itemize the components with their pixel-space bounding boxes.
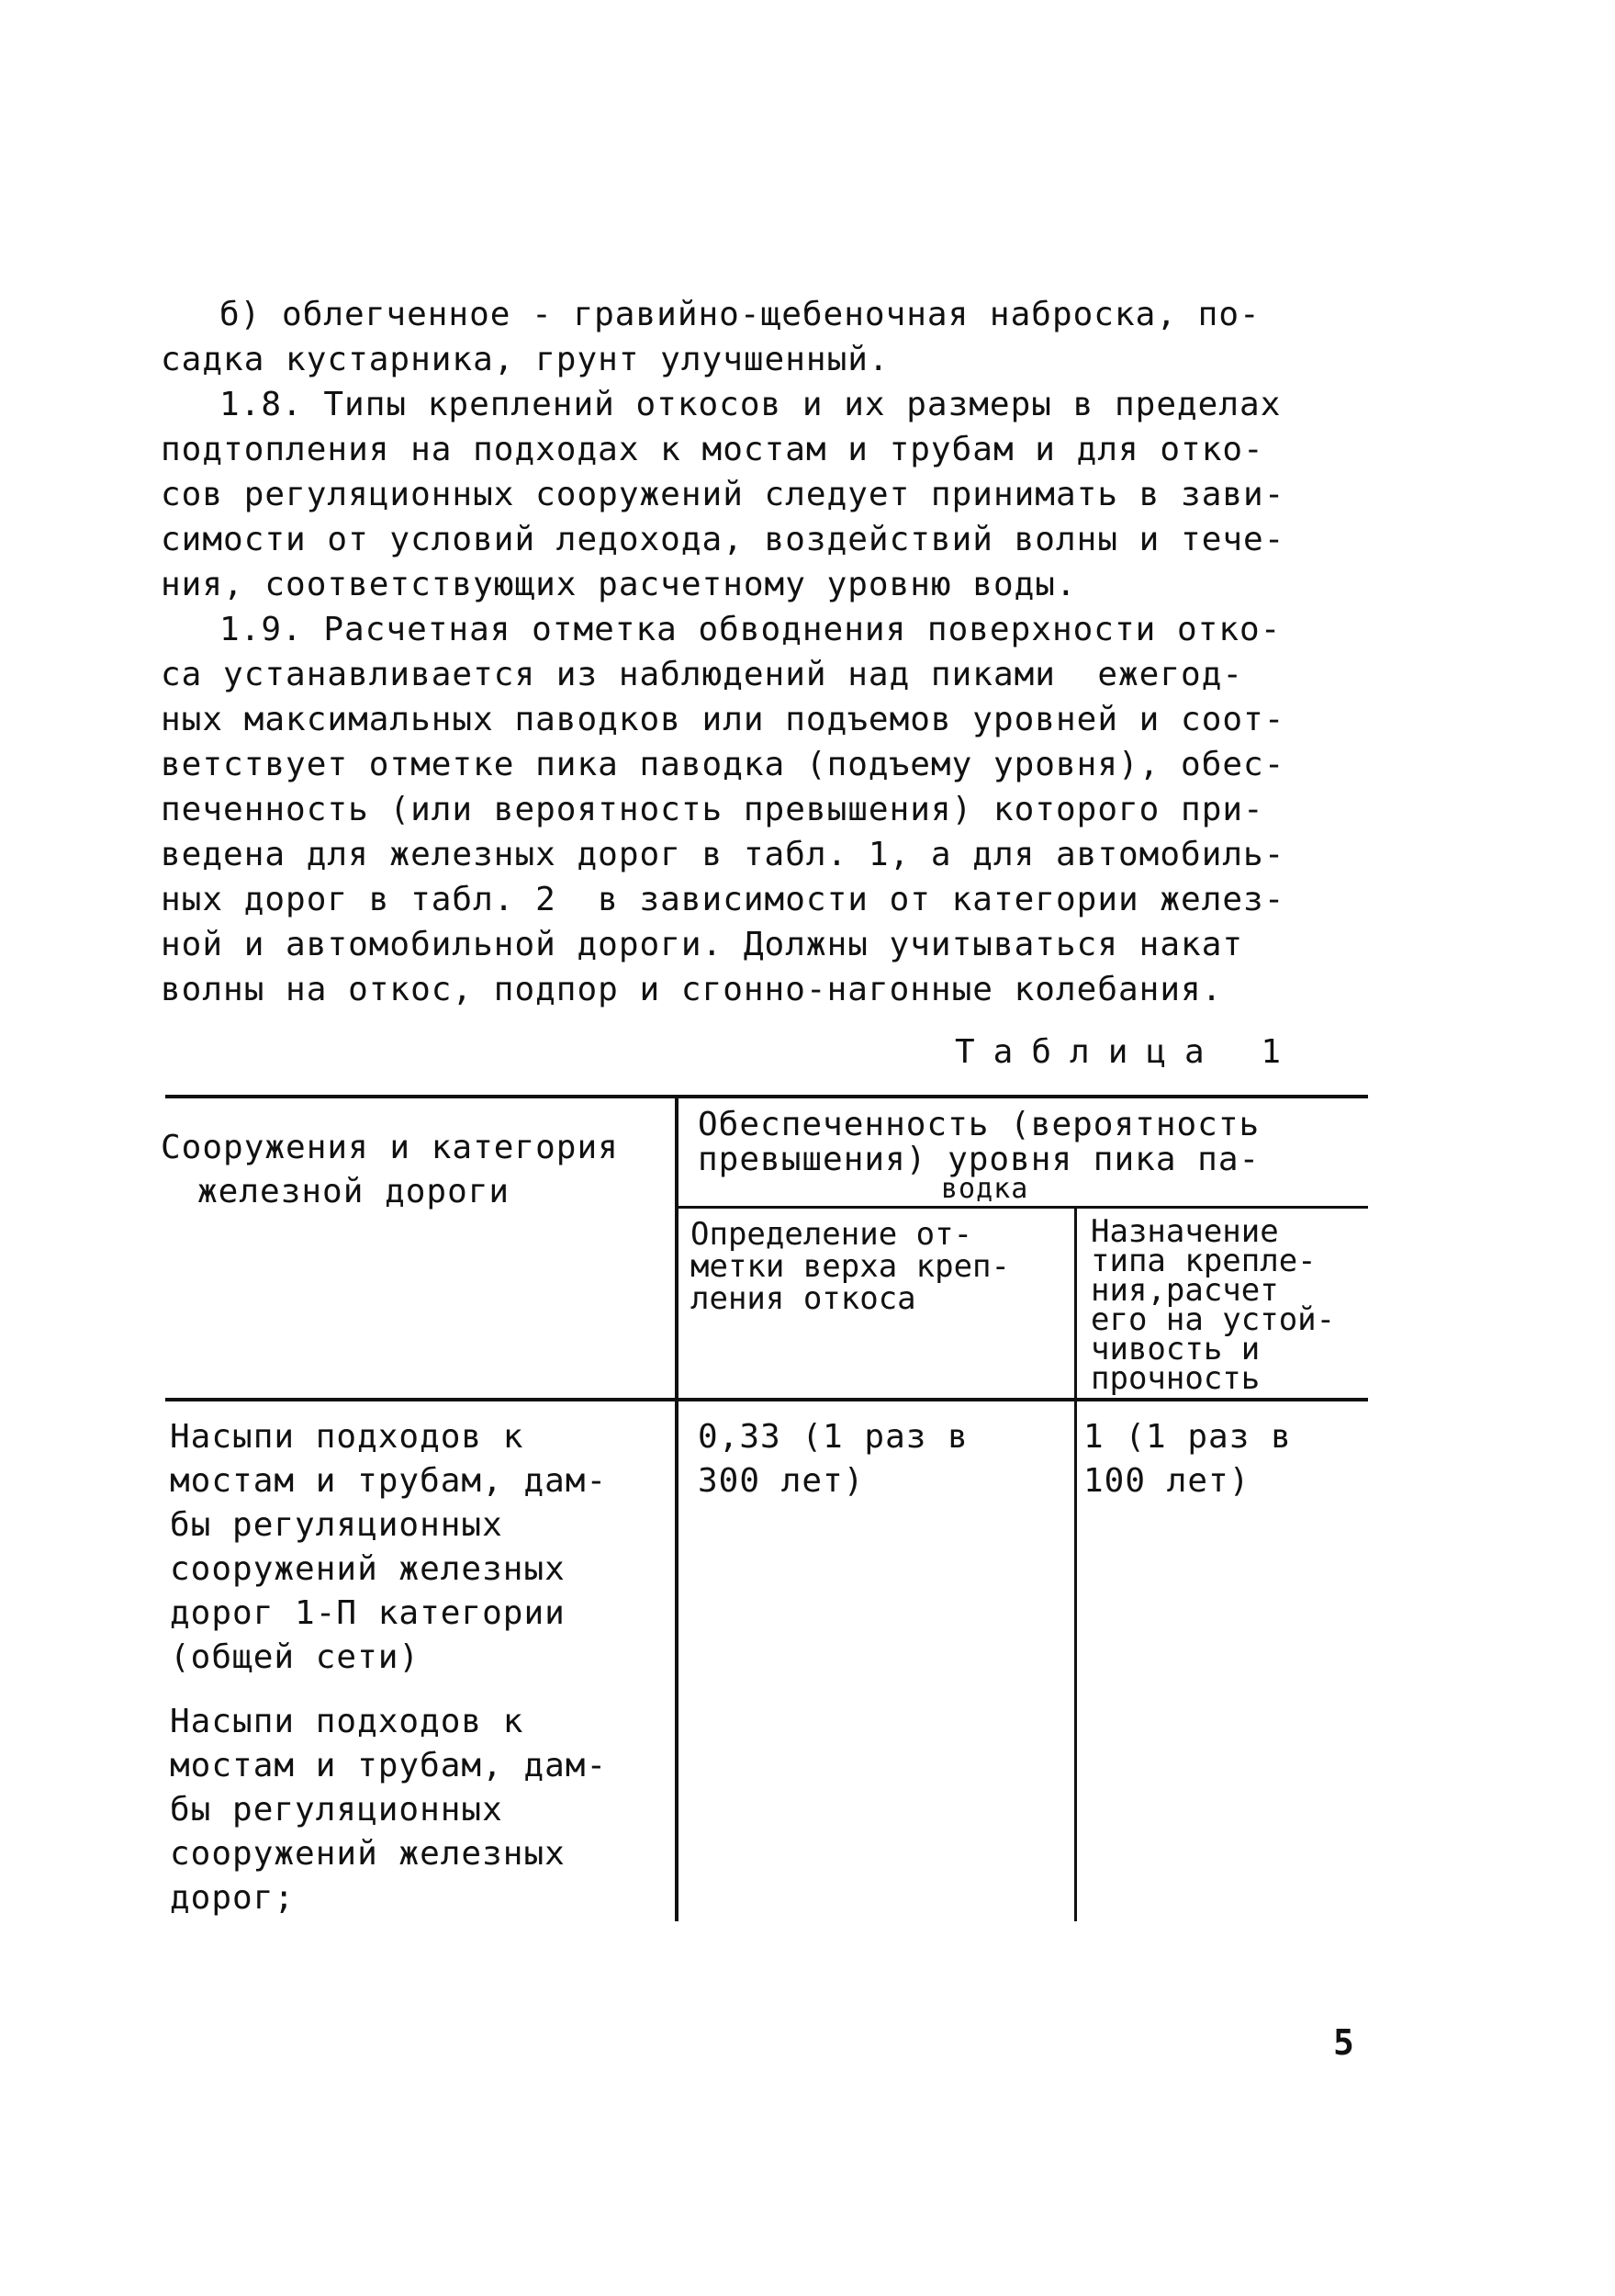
subheader-col2a-line: Определение от- — [690, 1216, 973, 1253]
header-col1-line: Сооружения и категория — [161, 1129, 619, 1166]
text-line: ветствует отметке пика паводка (подъему уровня), обес- — [161, 746, 1285, 783]
text-line: ной и автомобильной дороги. Должны учитываться накат — [161, 926, 1244, 963]
row1-design-value-line: 1 (1 раз в — [1083, 1418, 1292, 1456]
text-line: симости от условий ледохода, воздействий волны и тече- — [161, 521, 1285, 558]
row2-structure-line: сооружений железных — [170, 1835, 566, 1873]
row1-structure-line: сооружений железных — [170, 1550, 566, 1588]
row1-top-value-line: 300 лет) — [698, 1462, 865, 1500]
row2-structure-line: бы регуляционных — [170, 1791, 503, 1829]
row2-structure-line: дорог; — [170, 1879, 296, 1917]
text-line: б) облегченное - гравийно-щебеночная наброска, по- — [219, 296, 1261, 333]
text-line: ния, соответствующих расчетному уровню воды. — [161, 566, 1077, 603]
table-vertical-rule-2 — [1074, 1206, 1077, 1921]
table-caption: Таблица 1 — [955, 1033, 1300, 1071]
text-line: печенность (или вероятность превышения) которого при- — [161, 791, 1264, 828]
table-vertical-rule-1 — [675, 1095, 679, 1921]
row1-structure-line: бы регуляционных — [170, 1506, 503, 1544]
row1-structure-line: дорог 1-П категории — [170, 1594, 566, 1632]
subheader-col2b-line: типа крепле- — [1091, 1243, 1317, 1279]
row2-structure-line: Насыпи подходов к — [170, 1703, 524, 1740]
header-col1-line: железной дороги — [197, 1173, 510, 1210]
header-col2-line: водка — [941, 1173, 1029, 1205]
subheader-col2a-line: метки верха креп- — [690, 1248, 1010, 1285]
text-line: са устанавливается из наблюдений над пиками ежегод- — [161, 656, 1244, 693]
row1-structure-line: (общей сети) — [170, 1638, 421, 1676]
row1-top-value-line: 0,33 (1 раз в — [698, 1418, 969, 1456]
subheader-col2b-line: Назначение — [1091, 1213, 1279, 1250]
subheader-col2b-line: его на устой- — [1091, 1301, 1336, 1338]
subheader-col2b-line: прочность — [1091, 1360, 1261, 1397]
table-subheader-rule — [675, 1206, 1368, 1209]
row1-design-value-line: 100 лет) — [1083, 1462, 1251, 1500]
text-line: сов регуляционных сооружений следует принимать в зави- — [161, 476, 1285, 513]
text-line: ных максимальных паводков или подъемов уровней и соот- — [161, 701, 1285, 738]
text-line: 1.9. Расчетная отметка обводнения поверхности отко- — [219, 611, 1282, 648]
text-line: ведена для железных дорог в табл. 1, а для автомобиль- — [161, 836, 1285, 873]
table-header-bottom-rule — [165, 1398, 1368, 1401]
row1-structure-line: Насыпи подходов к — [170, 1418, 524, 1456]
text-line: 1.8. Типы креплений откосов и их размеры в пределах — [219, 386, 1282, 423]
text-line: подтопления на подходах к мостам и трубам и для отко- — [161, 431, 1264, 468]
subheader-col2b-line: ния,расчет — [1091, 1272, 1279, 1309]
header-col2-line: превышения) уровня пика па- — [698, 1141, 1261, 1178]
table-top-rule — [165, 1095, 1368, 1098]
text-line: ных дорог в табл. 2 в зависимости от категории желез- — [161, 881, 1285, 918]
subheader-col2b-line: чивость и — [1091, 1331, 1261, 1367]
row2-structure-line: мостам и трубам, дам- — [170, 1747, 608, 1784]
subheader-col2a-line: ления откоса — [690, 1280, 916, 1317]
text-line: волны на откос, подпор и сгонно-нагонные колебания. — [161, 971, 1223, 1008]
header-col2-line: Обеспеченность (вероятность — [698, 1106, 1261, 1143]
page-number: 5 — [1333, 2022, 1354, 2063]
text-line: садка кустарника, грунт улучшенный. — [161, 341, 890, 378]
row1-structure-line: мостам и трубам, дам- — [170, 1462, 608, 1500]
